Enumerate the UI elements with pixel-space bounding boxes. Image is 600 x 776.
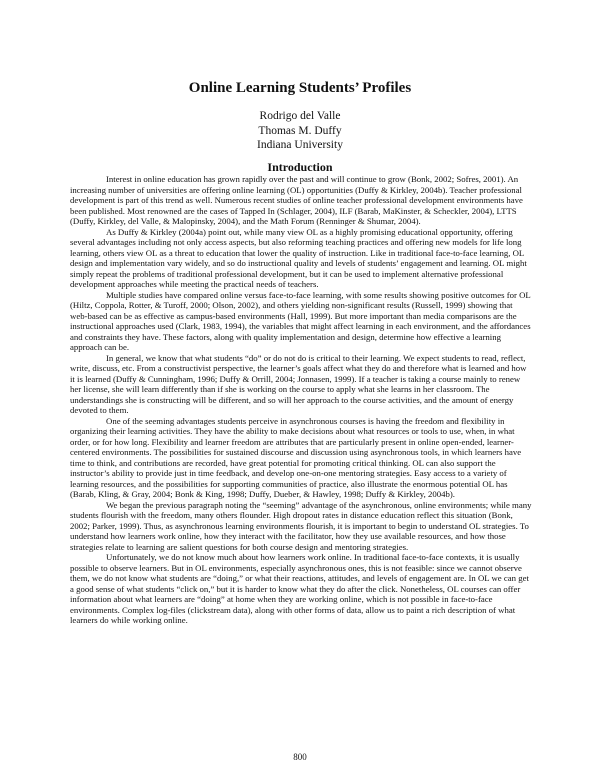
author-name: Thomas M. Duffy — [258, 124, 342, 137]
paragraph: Interest in online education has grown rapidly over the past and will continue to grow (Bonk, 2002; Sofres, 2001). An increasing number of universities are offering online learning (OL) opportunities (Duffy & Kirkley, 2004b). Teacher professional development is part of this trend as well. Numerous recent studies of online teacher professional development environments have been published. Most renowned are the cases of Tapped In (Schlager, 2004), ILF (Barab, MaKinster, & Scheckler, 2004), LTTS (Duffy, Kirkley, del Valle, & Malopinsky, 2004), and the Math Forum (Renninger & Shumar, 2004). — [70, 174, 523, 226]
paragraph: In general, we know that what students “do” or do not do is critical to their learning. We expect students to read, reflect, write, discuss, etc. From a constructivist perspective, the learner’s goals affect what they do and therefore what is learned and how it is learned (Duffy & Cunningham, 1996; Duffy & Orrill, 2004; Jonnasen, 1999). If a teacher is taking a course mainly to renew her license, she will learn differently than if she is working on the course to apply what she learns in her classroom. The understandings she is constructing will be different, and so will her approach to the course activities, and the amount of energy devoted to them. — [70, 352, 527, 415]
paragraph: We began the previous paragraph noting the “seeming” advantage of the asynchronous, online environments; while many students flourish with the freedom, many others flounder. High dropout rates in distance education reflect this situation (Bonk, 2002; Parker, 1999). Thus, as asynchronous learning environments flourish, it is important to begin to understand OL strategies. To understand how learners work online, how they interact with the facilitator, how they use available resources, and how those strategies relate to learning are salient questions for both course design and mentoring strategies. — [70, 499, 532, 552]
author-name: Rodrigo del Valle — [259, 110, 341, 122]
author-affiliation: Indiana University — [257, 139, 343, 151]
author-block — [0, 109, 600, 153]
paragraph: One of the seeming advantages students perceive in asynchronous courses is having the freedom and flexibility in organizing their learning activities. They have the ability to make decisions about what resources or tools to use, when, in what order, or for how long. Flexibility and learner freedom are attributes that are particularly present in online open-ended, learner-centered environments. The possibilities for sustained discourse and discussion using asynchronous tools, in which learners have time to think, and contributions are recorded, have great potential for promoting critical thinking. OL can also support the instructor’s ability to provide just in time feedback, and develop one-on-one mentoring strategies. Easy access to a variety of learning resources, and the possibilities for supporting communities of practice, also illustrate the enormous potential OL has (Barab, Kling, & Gray, 2004; Bonk & King, 1998; Duffy, Dueber, & Hawley, 1998; Duffy & Kirkley, 2004b). — [70, 415, 522, 499]
paragraph: Unfortunately, we do not know much about how learners work online. In traditional face-to-face contexts, it is usually possible to observe learners. But in OL environments, especially asynchronous ones, this is not feasible: since we cannot observe them, we do not know what students are “doing,” or what their reactions, attitudes, and levels of engagement are. In OL we can get a good sense of what students “click on,” but it is harder to know what they do after the click. Nonetheless, OL courses can offer information about what learners are “doing” at home when they are working online, which is not possible in face-to-face environments. Complex log-files (clickstream data), along with other forms of data, allow us to paint a rich description of what learners do while working online. — [70, 552, 529, 625]
paper-title: Online Learning Students’ Profiles — [188, 80, 412, 96]
paragraph: Multiple studies have compared online versus face-to-face learning, with some results showing positive outcomes for OL (Hiltz, Coppola, Rotter, & Turoff, 2000; Olson, 2002), and others yielding non-significant results (Russell, 1999) showing that web-based can be as effective as campus-based environments (Hall, 1999). But more important than media comparisons are the instructional approaches used (Clark, 1983, 1994), the variables that might affect learning in each environment, and the affordances and constraints they have. These factors, along with quality implementation and design, determine how effective a learning approach can be. — [70, 289, 531, 352]
body-text — [70, 174, 532, 626]
section-heading: Introduction — [267, 160, 333, 174]
paragraph: As Duffy & Kirkley (2004a) point out, while many view OL as a highly promising educational opportunity, offering several advantages including not only access aspects, but also reforming teaching practices and offering new models for life long learning, others view OL as a threat to education that lower the quality of instruction. Like in traditional face-to-face learning, OL design and implementation vary widely, and so do instructional quality and levels of students’ engagement and learning. OL might simply repeat the problems of traditional professional development, but it can be used to implement alternative professional development approaches while meeting the practical needs of teachers. — [70, 226, 527, 289]
page-number: 800 — [293, 752, 307, 762]
